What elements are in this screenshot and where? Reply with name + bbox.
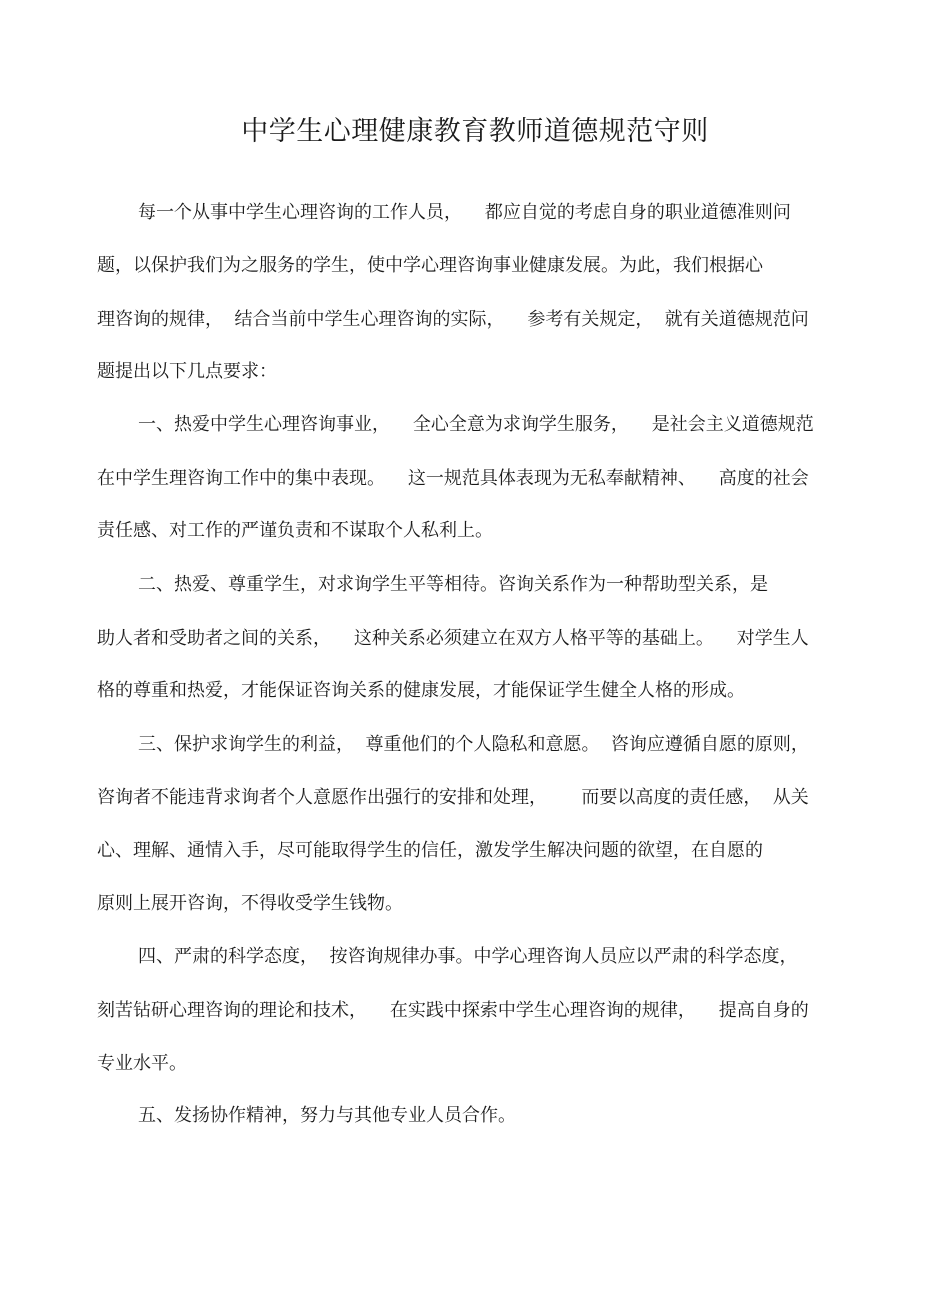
- paragraph-2-line-2: 在中学生理咨询工作中的集中表现。 这一规范具体表现为无私奉献精神、 高度的社会: [97, 468, 809, 489]
- paragraph-4-line-4: 原则上展开咨询，不得收受学生钱物。: [97, 893, 403, 914]
- paragraph-1-line-4: 题提出以下几点要求：: [97, 361, 277, 382]
- paragraph-5-line-2: 刻苦钻研心理咨询的理论和技术， 在实践中探索中学生心理咨询的规律， 提高自身的: [97, 1000, 809, 1021]
- paragraph-4-line-1: 三、保护求询学生的利益， 尊重他们的个人隐私和意愿。 咨询应遵循自愿的原则，: [138, 734, 809, 755]
- paragraph-6-line-1: 五、发扬协作精神，努力与其他专业人员合作。: [138, 1105, 516, 1126]
- paragraph-3-line-2: 助人者和受助者之间的关系， 这种关系必须建立在双方人格平等的基础上。 对学生人: [97, 628, 809, 649]
- paragraph-1-line-2: 题，以保护我们为之服务的学生，使中学心理咨询事业健康发展。为此，我们根据心: [97, 255, 763, 276]
- paragraph-3-line-3: 格的尊重和热爱，才能保证咨询关系的健康发展，才能保证学生健全人格的形成。: [97, 680, 745, 701]
- paragraph-5-line-3: 专业水平。: [97, 1053, 187, 1074]
- paragraph-4-line-2: 咨询者不能违背求询者个人意愿作出强行的安排和处理， 而要以高度的责任感， 从关: [97, 787, 809, 808]
- paragraph-2-line-3: 责任感、对工作的严谨负责和不谋取个人私利上。: [97, 520, 493, 541]
- document-title: 中学生心理健康教育教师道德规范守则: [241, 116, 709, 147]
- paragraph-2-line-1: 一、热爱中学生心理咨询事业， 全心全意为求询学生服务， 是社会主义道德规范: [138, 414, 814, 435]
- paragraph-3-line-1: 二、热爱、尊重学生，对求询学生平等相待。咨询关系作为一种帮助型关系，是: [138, 574, 768, 595]
- paragraph-1-line-3: 理咨询的规律， 结合当前中学生心理咨询的实际， 参考有关规定， 就有关道德规范问: [97, 309, 809, 330]
- paragraph-5-line-1: 四、严肃的科学态度， 按咨询规律办事。中学心理咨询人员应以严肃的科学态度，: [138, 946, 798, 967]
- paragraph-1-line-1: 每一个从事中学生心理咨询的工作人员， 都应自觉的考虑自身的职业道德准则问: [138, 202, 791, 223]
- paragraph-4-line-3: 心、理解、通情入手，尽可能取得学生的信任，激发学生解决问题的欲望，在自愿的: [97, 840, 763, 861]
